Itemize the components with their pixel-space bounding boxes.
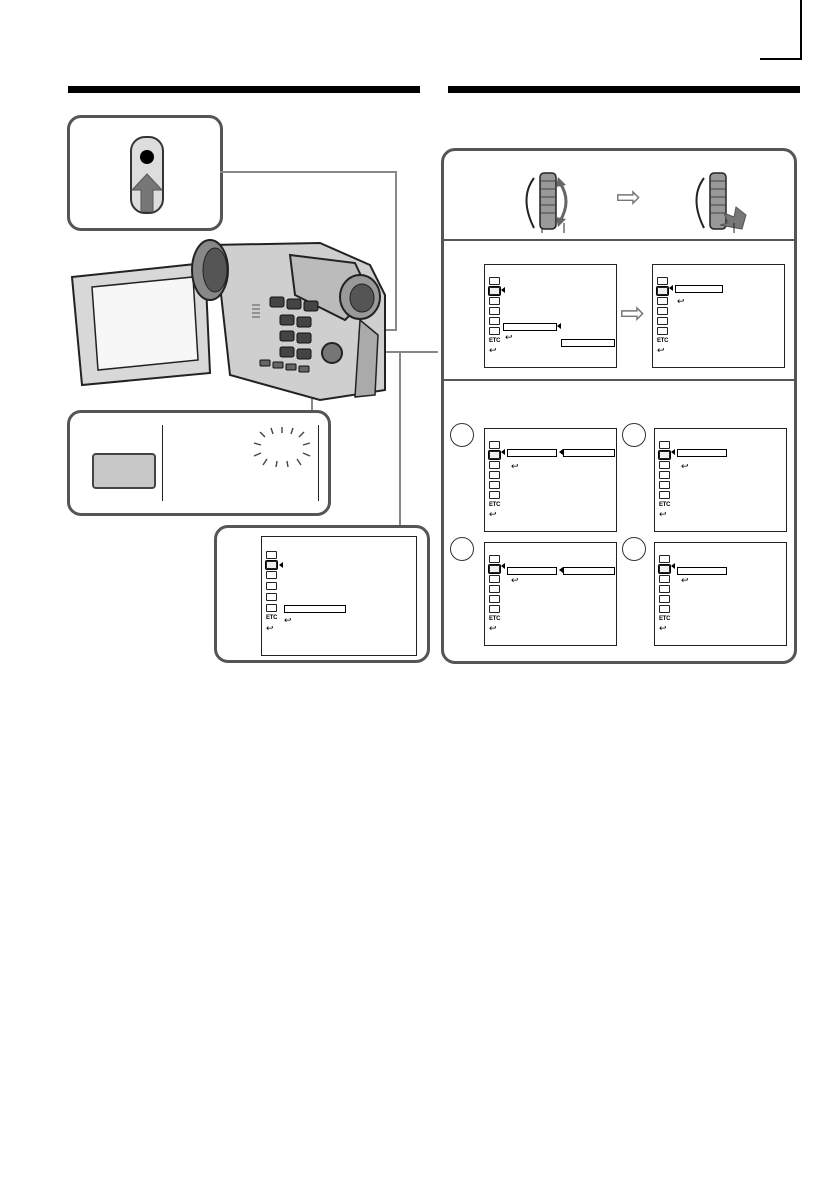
player-set-icon[interactable] [489,287,500,295]
etc-icon: ETC [657,338,669,344]
camera-set-icon [657,277,668,285]
player-set-icon[interactable] [659,565,670,573]
item-pointer [557,323,561,329]
return-icon: ↩ [657,345,665,355]
step1-before-screen [484,264,617,368]
lcd-vf-set-icon [489,297,500,305]
step-circle-1 [450,423,474,447]
return-glyph: ↩ [677,296,685,306]
player-set-icon[interactable] [489,451,500,459]
highlighted-item [503,323,557,331]
memory-set-icon [266,582,277,590]
memory-set-icon [659,585,670,593]
camera-set-icon [489,555,500,563]
highlighted-item [677,567,727,575]
step2-screen-3 [484,542,617,646]
menu-button-panel [67,410,331,516]
etc-icon: ETC [489,502,501,508]
memory-set-icon [489,307,500,315]
lcd-vf-set-icon [659,461,670,469]
step1-after-screen [652,264,785,368]
return-glyph: ↩ [681,575,689,585]
selection-pointer [669,285,673,291]
return-glyph: ↩ [511,461,519,471]
setup-menu-icon [659,491,670,499]
highlighted-item [284,605,346,613]
memory-set-icon [489,471,500,479]
return-icon: ↩ [489,623,497,633]
step2-screen-1 [484,428,617,532]
etc-icon: ETC [659,502,671,508]
blinking-indicator-icon [251,427,313,467]
camera-set-icon [266,551,277,559]
return-icon: ↩ [659,509,667,519]
player-set-icon[interactable] [266,561,277,569]
setup-menu-icon [489,605,500,613]
step2-screen-4 [654,542,787,646]
memory-set-icon [489,585,500,593]
return-icon: ↩ [489,345,497,355]
selection-pointer [501,449,505,455]
tape-set-icon [489,595,500,603]
lcd-vf-set-icon [659,575,670,583]
camera-set-icon [489,441,500,449]
memory-set-icon [659,471,670,479]
lcd-vf-set-icon [657,297,668,305]
step2-screen-2 [654,428,787,532]
lcd-vf-set-icon [266,571,277,579]
selection-pointer [671,563,675,569]
tape-set-icon [657,317,668,325]
display-area [162,425,319,501]
step-circle-3 [450,537,474,561]
player-set-icon[interactable] [657,287,668,295]
tape-set-icon [659,595,670,603]
camera-set-icon [489,277,500,285]
return-icon: ↩ [489,509,497,519]
etc-icon: ETC [659,616,671,622]
highlighted-item [507,567,557,575]
setup-menu-icon [489,327,500,335]
main-menu-panel [214,525,430,663]
setup-menu-icon [657,327,668,335]
selection-pointer [501,287,505,293]
player-set-icon[interactable] [489,565,500,573]
setup-menu-icon [489,491,500,499]
selection-pointer [501,563,505,569]
menu-button[interactable] [92,453,156,489]
setup-menu-icon [266,604,277,612]
camera-set-icon [659,555,670,563]
return-icon: ↩ [659,623,667,633]
return-glyph: ↩ [511,575,519,585]
control-dial-press [684,163,754,233]
return-glyph: ↩ [505,332,513,342]
player-set-icon[interactable] [659,451,670,459]
etc-icon: ETC [489,616,501,622]
etc-icon: ETC [489,338,501,344]
step1-arrow: ⇨ [620,297,646,330]
divider-2 [444,379,794,381]
value-box [563,567,615,575]
next-arrow: ⇨ [616,181,642,214]
tape-set-icon [489,317,500,325]
highlighted-item [507,449,557,457]
tape-set-icon [266,593,277,601]
step-circle-4 [622,537,646,561]
return-glyph: ↩ [681,461,689,471]
highlighted-item [675,285,723,293]
value-box [561,339,615,347]
setup-menu-icon [659,605,670,613]
etc-icon: ETC [266,615,278,621]
control-dial-turn [514,163,584,233]
return-glyph: ↩ [284,615,292,625]
tape-set-icon [489,481,500,489]
value-box [563,449,615,457]
return-icon: ↩ [266,623,274,633]
lcd-vf-set-icon [489,461,500,469]
camera-set-icon [659,441,670,449]
tape-set-icon [659,481,670,489]
divider-1 [444,239,794,241]
lcd-vf-set-icon [489,575,500,583]
selection-pointer [279,562,283,568]
steps-panel [441,148,797,664]
camcorder-illustration [70,225,400,410]
step-circle-2 [622,423,646,447]
memory-set-icon [657,307,668,315]
highlighted-item [677,449,727,457]
menu-screen [261,536,417,656]
selection-pointer [671,449,675,455]
